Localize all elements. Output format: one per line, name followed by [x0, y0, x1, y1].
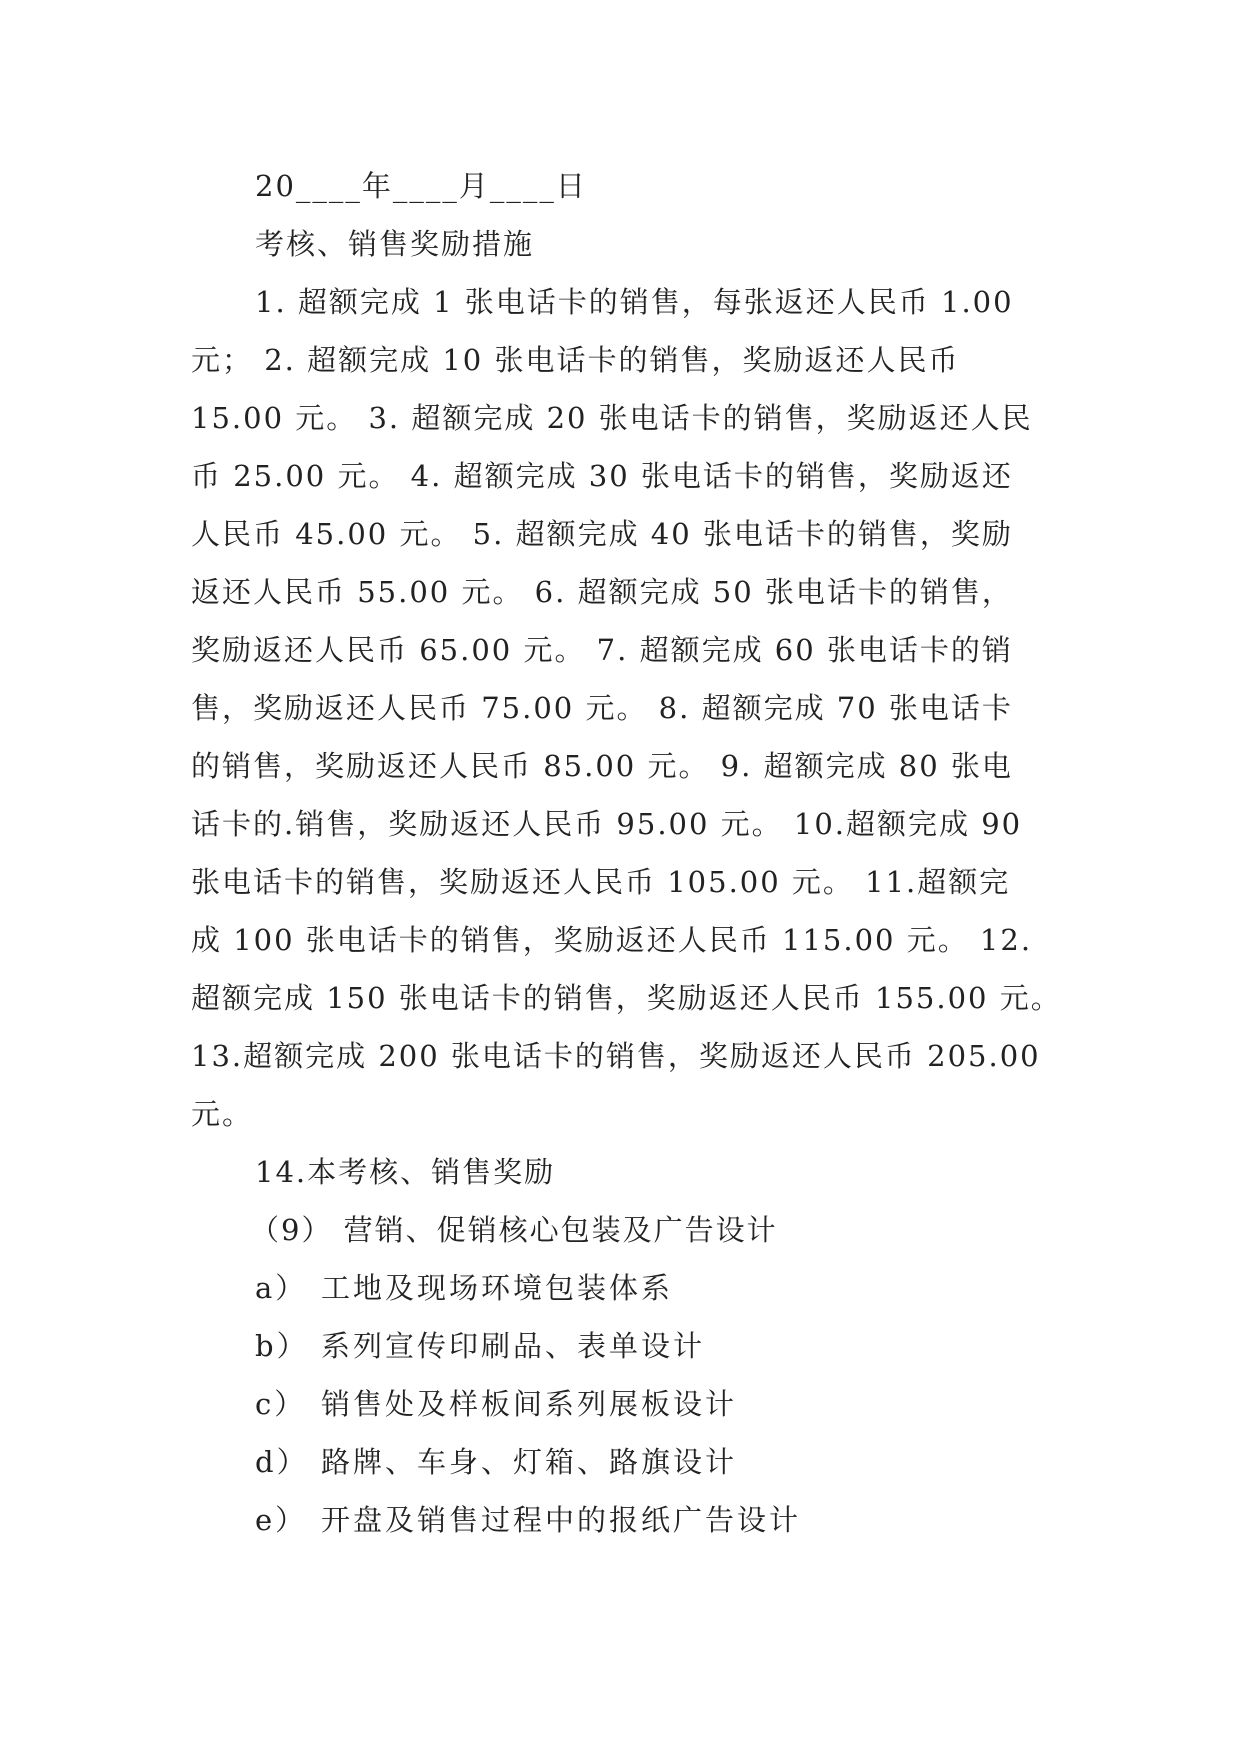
- body-line: 话卡的.销售，奖励返还人民币 95.00 元。 10.超额完成 90: [191, 807, 1023, 841]
- body-line: 张电话卡的销售，奖励返还人民币 105.00 元。 11.超额完: [191, 865, 1011, 899]
- body-line: 返还人民币 55.00 元。 6. 超额完成 50 张电话卡的销售，: [191, 575, 1013, 609]
- body-line: 元。: [191, 1097, 254, 1131]
- list-text: 系列宣传印刷品、表单设计: [321, 1329, 706, 1363]
- list-item: [255, 1268, 673, 1308]
- body-line: 奖励返还人民币 65.00 元。 7. 超额完成 60 张电话卡的销: [191, 633, 1013, 667]
- list-marker: b）: [255, 1329, 309, 1363]
- date-line: 20____年____月____日: [255, 169, 587, 203]
- list-marker: c）: [255, 1387, 307, 1421]
- list-item: [255, 1442, 737, 1482]
- body-line: 元； 2. 超额完成 10 张电话卡的销售，奖励返还人民币: [191, 343, 960, 377]
- list-marker: d）: [255, 1445, 309, 1479]
- section-9-heading: （9） 营销、促销核心包装及广告设计: [250, 1213, 778, 1247]
- body-line: 13.超额完成 200 张电话卡的销售，奖励返还人民币 205.00: [191, 1039, 1041, 1073]
- section-title: 考核、销售奖励措施: [255, 227, 535, 261]
- body-line: 成 100 张电话卡的销售，奖励返还人民币 115.00 元。 12.: [191, 923, 1033, 957]
- body-line: 15.00 元。 3. 超额完成 20 张电话卡的销售，奖励返还人民: [191, 401, 1033, 435]
- body-line: 币 25.00 元。 4. 超额完成 30 张电话卡的销售，奖励返还: [191, 459, 1013, 493]
- list-item: [255, 1326, 705, 1366]
- body-line: 人民币 45.00 元。 5. 超额完成 40 张电话卡的销售，奖励: [191, 517, 1013, 551]
- body-line: 的销售，奖励返还人民币 85.00 元。 9. 超额完成 80 张电: [191, 749, 1013, 783]
- list-marker: e）: [255, 1503, 308, 1537]
- list-marker: a）: [255, 1271, 308, 1305]
- list-text: 工地及现场环境包装体系: [321, 1271, 674, 1305]
- body-line: 超额完成 150 张电话卡的销售，奖励返还人民币 155.00 元。: [191, 981, 1062, 1015]
- list-text: 销售处及样板间系列展板设计: [321, 1387, 738, 1421]
- body-line: 1. 超额完成 1 张电话卡的销售，每张返还人民币 1.00: [255, 285, 1014, 319]
- body-line: 售，奖励返还人民币 75.00 元。 8. 超额完成 70 张电话卡: [191, 691, 1013, 725]
- item-14: 14.本考核、销售奖励: [255, 1155, 556, 1189]
- list-text: 路牌、车身、灯箱、路旗设计: [321, 1445, 738, 1479]
- list-item: [255, 1384, 737, 1424]
- list-text: 开盘及销售过程中的报纸广告设计: [321, 1503, 802, 1537]
- list-item: [255, 1500, 801, 1540]
